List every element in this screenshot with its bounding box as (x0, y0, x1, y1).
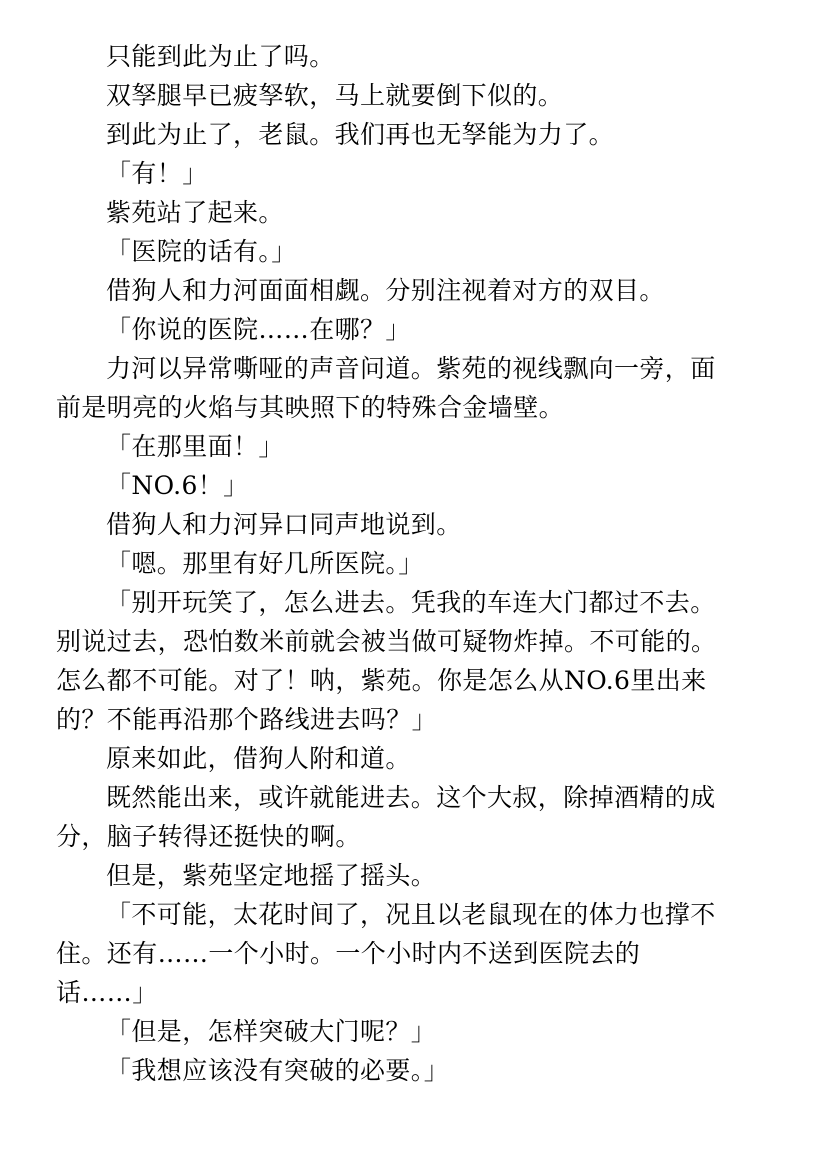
paragraph: 只能到此为止了吗。 (106, 42, 335, 71)
paragraph: 到此为止了，老鼠。我们再也无孥能为力了。 (106, 120, 615, 149)
paragraph: 「NO.6！」 (106, 471, 249, 500)
paragraph: 「在那里面！」 (106, 432, 284, 461)
paragraph: 「但是，怎样突破大门呢？」 (106, 1017, 437, 1046)
paragraph: 「不可能，太花时间了，况且以老鼠现在的体力也撑不 住。还有……一个小时。一个小时内不送到医院去的 话……」 (56, 900, 716, 1007)
paragraph: 借狗人和力河面面相觑。分别注视着对方的双目。 (106, 276, 665, 305)
paragraph: 「医院的话有。」 (106, 237, 297, 266)
paragraph: 紫苑站了起来。 (106, 198, 284, 227)
paragraph: 「有！」 (106, 159, 208, 188)
paragraph: 但是，紫苑坚定地摇了摇头。 (106, 861, 437, 890)
paragraph: 「别开玩笑了，怎么进去。凭我的车连大门都过不去。 别说过去，恐怕数米前就会被当做可疑物炸掉。不可能的。 怎么都不可能。对了！呐，紫苑。你是怎么从NO.6里出来 的？不能再沿那个路线进去吗？」 (56, 588, 717, 734)
paragraph: 力河以异常嘶哑的声音问道。紫苑的视线飘向一旁，面 前是明亮的火焰与其映照下的特殊合金墙壁。 (56, 354, 716, 422)
paragraph: 原来如此，借狗人附和道。 (106, 744, 411, 773)
paragraph: 双孥腿早已疲孥软，马上就要倒下似的。 (106, 81, 564, 110)
paragraph: 「我想应该没有突破的必要。」 (106, 1056, 450, 1085)
novel-page (56, 37, 756, 1090)
paragraph: 「你说的医院……在哪？」 (106, 315, 411, 344)
paragraph: 借狗人和力河异口同声地说到。 (106, 510, 462, 539)
paragraph: 既然能出来，或许就能进去。这个大叔，除掉酒精的成 分，脑子转得还挺快的啊。 (56, 783, 716, 851)
paragraph: 「嗯。那里有好几所医院。」 (106, 549, 424, 578)
